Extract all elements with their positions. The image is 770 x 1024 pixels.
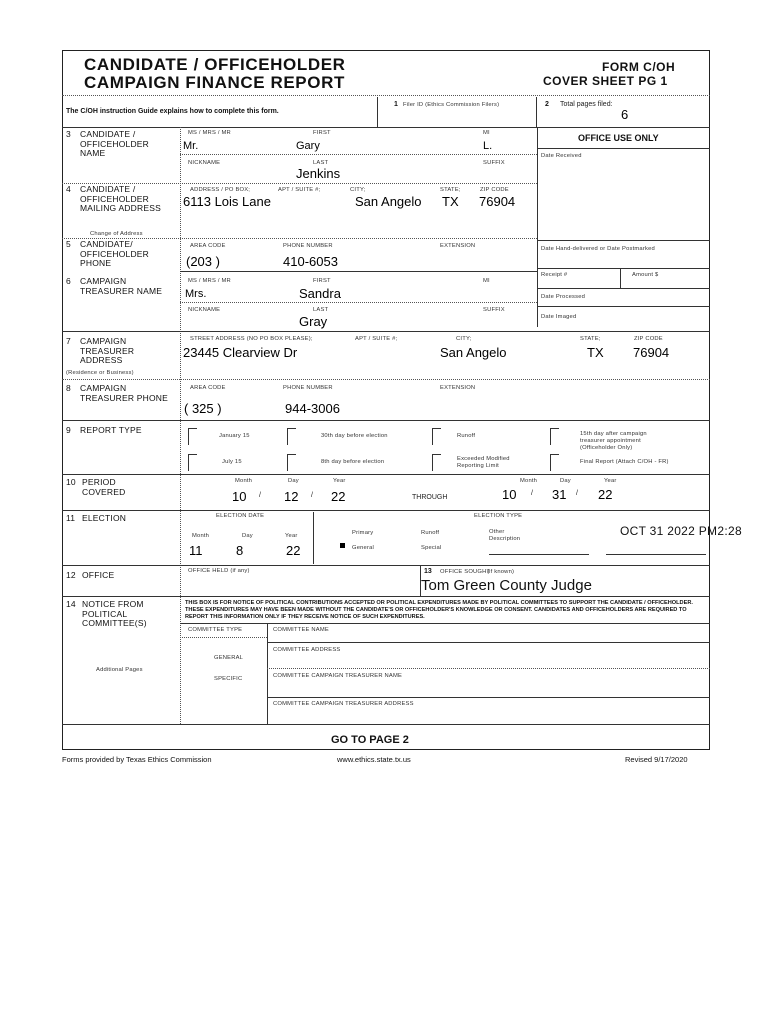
- state-label: STATE;: [580, 336, 601, 342]
- office-sought-if-known: (if known): [487, 569, 515, 575]
- form-id: FORM C/OH: [602, 60, 676, 74]
- period-to-month[interactable]: 10: [502, 487, 517, 502]
- change-of-address-label[interactable]: Change of Address: [90, 231, 143, 237]
- treasurer-prefix[interactable]: Mrs.: [185, 288, 207, 300]
- option-15th-day-line1: 15th day after campaign: [580, 431, 647, 437]
- section-9-label: REPORT TYPE: [80, 425, 142, 435]
- divider: [537, 148, 710, 149]
- checkbox-exceeded[interactable]: [432, 454, 441, 471]
- row-divider: [62, 238, 537, 239]
- section-5-number: 5: [66, 239, 71, 249]
- committee-treasurer-label: COMMITTEE CAMPAIGN TREASURER NAME: [273, 673, 403, 679]
- nickname-label: NICKNAME: [188, 307, 221, 313]
- divider: [536, 97, 537, 127]
- checkbox-final-report[interactable]: [550, 454, 559, 471]
- candidate-address[interactable]: 6113 Lois Lane: [183, 194, 271, 209]
- office-sought-value[interactable]: Tom Green County Judge: [421, 577, 592, 594]
- date-imaged-label: Date Imaged: [541, 314, 577, 320]
- period-from-day[interactable]: 12: [284, 489, 299, 504]
- street-label: STREET ADDRESS (NO PO BOX PLEASE);: [190, 336, 313, 342]
- section-11-label: ELECTION: [82, 513, 127, 523]
- election-day-label: Day: [242, 533, 253, 539]
- section-4-number: 4: [66, 184, 71, 194]
- from-month-label: Month: [235, 478, 253, 484]
- last-label: LAST: [313, 160, 329, 166]
- to-year-label: Year: [604, 478, 617, 484]
- divider: [180, 302, 537, 303]
- row-divider: [62, 420, 710, 421]
- extension-label: EXTENSION: [440, 243, 476, 249]
- office-use-border: [537, 127, 538, 327]
- instruction-text: The C/OH instruction Guide explains how to complete this form.: [66, 108, 279, 115]
- divider: [267, 623, 268, 724]
- period-from-year[interactable]: 22: [331, 489, 346, 504]
- option-final-report: Final Report (Attach C/OH - FR): [580, 459, 669, 465]
- row-divider: [62, 596, 710, 597]
- label-column-divider: [180, 127, 181, 724]
- date-processed-label: Date Processed: [541, 294, 586, 300]
- candidate-area-code[interactable]: (203 ): [186, 254, 220, 269]
- header-divider: [62, 95, 710, 96]
- period-from-month[interactable]: 10: [232, 489, 247, 504]
- extension-label: EXTENSION: [440, 385, 476, 391]
- candidate-phone[interactable]: 410-6053: [283, 254, 338, 269]
- area-code-label: AREA CODE: [190, 385, 226, 391]
- divider: [489, 554, 589, 555]
- treasurer-city[interactable]: San Angelo: [440, 345, 507, 360]
- section-12-label: OFFICE: [82, 570, 115, 580]
- from-day-label: Day: [288, 478, 299, 484]
- election-day[interactable]: 8: [236, 543, 244, 558]
- row-divider: [180, 271, 537, 272]
- divider: [313, 512, 314, 564]
- divider: [267, 642, 710, 643]
- phone-number-label: PHONE NUMBER: [283, 243, 333, 249]
- area-code-label: AREA CODE: [190, 243, 226, 249]
- election-month-label: Month: [192, 533, 210, 539]
- filer-id-number: 1: [394, 101, 398, 108]
- treasurer-state[interactable]: TX: [587, 345, 604, 360]
- city-label: CITY;: [350, 187, 366, 193]
- checkbox-january[interactable]: [188, 428, 197, 445]
- form-title-line2: CAMPAIGN FINANCE REPORT: [84, 73, 345, 92]
- general-checkmark[interactable]: [340, 543, 345, 548]
- total-pages-number: 2: [545, 101, 549, 108]
- election-special[interactable]: Special: [421, 545, 442, 551]
- treasurer-phone[interactable]: 944-3006: [285, 401, 340, 416]
- amount-label: Amount $: [632, 272, 659, 278]
- office-held-label: OFFICE HELD (if any): [188, 568, 250, 574]
- option-runoff: Runoff: [457, 433, 476, 439]
- divider: [537, 240, 710, 241]
- nickname-label: NICKNAME: [188, 160, 221, 166]
- row-divider: [62, 565, 710, 566]
- option-15th-day-line2: treasurer appointment: [580, 438, 641, 444]
- forms-provided-by: Forms provided by Texas Ethics Commission: [62, 755, 212, 764]
- section-14-label: NOTICE FROM POLITICAL COMMITTEE(S): [82, 599, 147, 628]
- section-11-number: 11: [66, 513, 76, 523]
- checkbox-15th-day[interactable]: [550, 428, 559, 445]
- candidate-city[interactable]: San Angelo: [355, 194, 422, 209]
- zip-label: ZIP CODE: [480, 187, 509, 193]
- form-title-line1: CANDIDATE / OFFICEHOLDER: [84, 55, 346, 74]
- section-3-number: 3: [66, 129, 71, 139]
- apt-label: APT / SUITE #;: [355, 336, 398, 342]
- filer-id-label: Filer ID (Ethics Commission Filers): [403, 102, 500, 108]
- date-hand-delivered-label: Date Hand-delivered or Date Postmarked: [541, 246, 655, 252]
- treasurer-street[interactable]: 23445 Clearview Dr: [183, 345, 298, 360]
- treasurer-last-name[interactable]: Gray: [299, 314, 328, 329]
- row-divider: [62, 127, 710, 128]
- divider: [180, 154, 537, 155]
- election-other-line1[interactable]: Other: [489, 529, 505, 535]
- first-label: FIRST: [313, 130, 331, 136]
- section-6-label: CAMPAIGN TREASURER NAME: [80, 276, 163, 296]
- checkbox-runoff[interactable]: [432, 428, 441, 445]
- option-july: July 15: [222, 459, 242, 465]
- candidate-state[interactable]: TX: [442, 194, 459, 209]
- period-to-day[interactable]: 31: [552, 487, 567, 502]
- row-divider: [62, 510, 710, 511]
- additional-pages-label: Additional Pages: [96, 667, 143, 673]
- candidate-last-name[interactable]: Jenkins: [296, 166, 341, 181]
- section-14-number: 14: [66, 599, 76, 609]
- election-date-label: ELECTION DATE: [216, 513, 265, 519]
- candidate-zip[interactable]: 76904: [479, 194, 516, 209]
- section-5-label: CANDIDATE/ OFFICEHOLDER PHONE: [80, 239, 149, 268]
- mi-label: MI: [483, 278, 490, 284]
- section-4-label: CANDIDATE / OFFICEHOLDER MAILING ADDRESS: [80, 184, 161, 213]
- checkbox-30th-day[interactable]: [287, 428, 296, 445]
- divider: [267, 668, 710, 669]
- section-8-label: CAMPAIGN TREASURER PHONE: [80, 383, 169, 403]
- committee-type-label: COMMITTEE TYPE: [188, 627, 243, 633]
- state-label: STATE;: [440, 187, 461, 193]
- section-10-label: PERIOD COVERED: [82, 477, 126, 497]
- first-label: FIRST: [313, 278, 331, 284]
- section-7-label: CAMPAIGN TREASURER ADDRESS: [80, 336, 135, 365]
- section-7-number: 7: [66, 336, 71, 346]
- apt-label: APT / SUITE #;: [278, 187, 321, 193]
- period-to-year[interactable]: 22: [598, 487, 613, 502]
- divider: [267, 697, 710, 698]
- ethics-url[interactable]: www.ethics.state.tx.us: [337, 755, 411, 764]
- election-type-label: ELECTION TYPE: [474, 513, 523, 519]
- section-6-number: 6: [66, 276, 71, 286]
- revised-date: Revised 9/17/2020: [625, 755, 688, 764]
- section-9-number: 9: [66, 425, 71, 435]
- checkbox-july[interactable]: [188, 454, 197, 471]
- election-primary[interactable]: Primary: [352, 530, 374, 536]
- section-12-number: 12: [66, 570, 76, 580]
- committee-address-label: COMMITTEE ADDRESS: [273, 647, 341, 653]
- election-year[interactable]: 22: [286, 543, 301, 558]
- divider: [537, 268, 710, 269]
- candidate-middle-initial[interactable]: L.: [483, 140, 493, 152]
- suffix-label: SUFFIX: [483, 307, 505, 313]
- total-pages-label: Total pages filed:: [560, 101, 613, 108]
- divider: [537, 288, 710, 289]
- receipt-label: Receipt #: [541, 272, 568, 278]
- candidate-prefix[interactable]: Mr.: [183, 140, 199, 152]
- election-general[interactable]: General: [352, 545, 375, 551]
- committee-name-label: COMMITTEE NAME: [273, 627, 329, 633]
- treasurer-first-name[interactable]: Sandra: [299, 286, 341, 301]
- phone-number-label: PHONE NUMBER: [283, 385, 333, 391]
- go-to-page-2: GO TO PAGE 2: [331, 734, 409, 746]
- row-divider: [62, 331, 710, 332]
- option-15th-day-line3: (Officeholder Only): [580, 445, 633, 451]
- committee-type-specific[interactable]: SPECIFIC: [214, 676, 243, 682]
- election-other-line2: Description: [489, 536, 521, 542]
- ms-label: MS / MRS / MR: [188, 278, 231, 284]
- option-8th-day: 8th day before election: [321, 459, 385, 465]
- section-10-number: 10: [66, 477, 76, 487]
- option-january: January 15: [219, 433, 250, 439]
- date-received-label: Date Received: [541, 153, 582, 159]
- option-exceeded-line1: Exceeded Modified: [457, 456, 510, 462]
- residence-note: (Residence or Business): [66, 370, 134, 376]
- suffix-label: SUFFIX: [483, 160, 505, 166]
- option-30th-day: 30th day before election: [321, 433, 388, 439]
- section-3-label: CANDIDATE / OFFICEHOLDER NAME: [80, 129, 149, 158]
- committee-treasurer-address-label: COMMITTEE CAMPAIGN TREASURER ADDRESS: [273, 701, 414, 707]
- to-month-label: Month: [520, 478, 538, 484]
- row-divider: [62, 379, 710, 380]
- office-use-title: OFFICE USE ONLY: [578, 133, 659, 143]
- divider: [180, 623, 710, 624]
- election-year-label: Year: [285, 533, 298, 539]
- city-label: CITY;: [456, 336, 472, 342]
- treasurer-area-code[interactable]: ( 325 ): [184, 401, 222, 416]
- total-pages-value[interactable]: 6: [621, 107, 629, 122]
- zip-label: ZIP CODE: [634, 336, 663, 342]
- cover-sheet-label: COVER SHEET PG 1: [543, 74, 668, 88]
- divider: [620, 268, 621, 288]
- section-13-number: 13: [424, 568, 432, 575]
- political-committee-notice: THIS BOX IS FOR NOTICE OF POLITICAL CONTRIBUTIONS ACCEPTED OR POLITICAL EXPENDITURES MADE BY POLITICAL COMMITTEES TO SUPPORT THE CANDIDATE / OFFICEHOLDER. THESE EXPENDITURES MAY HAVE BEEN MADE WITHOUT THE CANDIDATE'S OR OFFICEHOLDER'S KNOWLEDGE OR CONSENT. CANDIDATES AND OFFICEHOLDERS ARE REQUIRED TO REPORT THIS INFORMATION ONLY IF THEY RECEIVE NOTICE OF SUCH EXPENDITURES.: [185, 600, 693, 620]
- received-stamp: OCT 31 2022 PM2:28: [620, 524, 742, 538]
- mi-label: MI: [483, 130, 490, 136]
- divider: [537, 306, 710, 307]
- to-day-label: Day: [560, 478, 571, 484]
- treasurer-zip[interactable]: 76904: [633, 345, 670, 360]
- election-runoff[interactable]: Runoff: [421, 530, 440, 536]
- election-month[interactable]: 11: [189, 543, 203, 558]
- row-divider: [62, 724, 710, 725]
- ms-label: MS / MRS / MR: [188, 130, 231, 136]
- candidate-first-name[interactable]: Gary: [296, 140, 320, 152]
- checkbox-8th-day[interactable]: [287, 454, 296, 471]
- divider: [180, 637, 267, 638]
- option-exceeded-line2: Reporting Limit: [457, 463, 499, 469]
- address-label: ADDRESS / PO BOX;: [190, 187, 251, 193]
- through-label: THROUGH: [412, 494, 448, 501]
- from-year-label: Year: [333, 478, 346, 484]
- last-label: LAST: [313, 307, 329, 313]
- divider: [377, 97, 378, 127]
- committee-type-general[interactable]: GENERAL: [214, 655, 244, 661]
- office-sought-label: OFFICE SOUGHT: [440, 569, 491, 575]
- section-8-number: 8: [66, 383, 71, 393]
- divider: [606, 554, 706, 555]
- row-divider: [62, 474, 710, 475]
